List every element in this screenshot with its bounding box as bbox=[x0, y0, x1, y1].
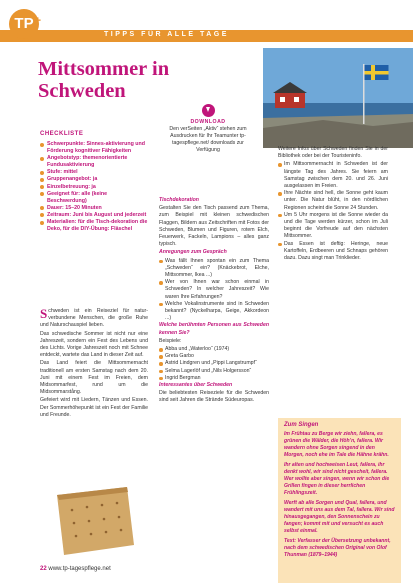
column-2 bbox=[159, 197, 269, 406]
question-list bbox=[159, 258, 269, 323]
body-paragraph: Die beliebtesten Reiseziele für die Schweden sind seit Jahren die Strände Südeuropas. bbox=[159, 390, 269, 404]
download-text: Den verSeiten „Aktiv“ stehen zum Ausdrucken für Ihr Teamunter tp-tagespflege.net/ downloads zur Verfügung bbox=[169, 126, 247, 153]
body-paragraph: Gestalten Sie den Tisch passend zum Thema, zum Beispiel mit kleinen schwedischen Flaggen, Bildern aus Zeitschriften mit Fotos der Schweden, Blumen und Figuren, rotem Elch, Feuerwerk, Fackeln, Lampions – alles ganz typisch. bbox=[159, 205, 269, 248]
checklist-item: Dauer: 15–20 Minuten bbox=[40, 205, 148, 212]
checklist-item: Stufe: mittel bbox=[40, 169, 148, 176]
list-item: Abba und „Waterloo“ (1974) bbox=[159, 346, 269, 353]
logo-text: TP bbox=[14, 15, 34, 32]
intro-text: chweden ist ein Reiseziel für natur-verbundene Menschen, die große Ruhe und Naturschauspiel lieben. bbox=[40, 308, 148, 329]
body-paragraph: Das schwedische Sommer ist nicht nur eine Jahreszeit, sondern ein Fest des Lebens und des Lichts. Vorige Jahreszeit noch mit Schnee entdeckt, wartete das Land in dieser Zeit auf. bbox=[40, 330, 148, 359]
body-paragraph: Gefeiert wird mit Liedern, Tänzen und Essen. Der Sommerhöhepunkt ist ein Fest der Familie und Freunde. bbox=[40, 397, 148, 418]
song-verse: Ihr alten und hochweisen Leut, fallera, ihr denkt wohl, wir sind nicht gescheit, fallera. Wer wollte aber singen, wenn wir schon die Grillen fingen in dieser herrlichen Frühlingszeit. bbox=[284, 462, 390, 496]
song-verse: Im Frühtau zu Berge wir ziehn, fallera, es grünen die Wälder, die Höh’n, fallera. Wir wandern ohne Sorgen singend in den Morgen, noch ehe im Tale die Hähne krähn. bbox=[284, 431, 389, 458]
page-number: 22 bbox=[40, 566, 47, 572]
song-title: Zum Singen bbox=[284, 422, 319, 428]
checklist-item: Geeignet für: alle (keine Beschwerdung) bbox=[40, 191, 148, 205]
subheading: Anregungen zum Gespräch bbox=[159, 249, 227, 256]
song-credit: Text: Verfasser der Übersetzung unbekannt, nach dem schwedischen Original von Olof Thunman (1879–1944) bbox=[284, 538, 391, 558]
body-paragraph: Weitere Infos über Schweden finden Sie in der Bibliothek oder bei der Touristeninfo. bbox=[278, 146, 388, 160]
knaeckebrot-photo bbox=[42, 465, 142, 565]
list-item: Welche Vokalinstrumente sind in Schweden bekannt? (Nyckelharpa, Geige, Akkordeon ...) bbox=[159, 301, 269, 323]
list-item: Ihre Nächte sind hell, die Sonne geht kaum unter. Die Natur blüht, in den nördlichen Regionen scheint die Sonne 24 Stunden. bbox=[278, 190, 388, 212]
footer-brand: www.tp-tagespflege.net bbox=[48, 566, 111, 572]
header-title: TIPPS FÜR ALLE TAGE bbox=[104, 31, 229, 38]
list-item: Um 5 Uhr morgens ist die Sonne wieder da und die Tage werden kürzer, schon im Juli beginnt die Vorfreude auf den nächsten Mittsommer. bbox=[278, 212, 388, 241]
checklist-heading: CHECKLISTE bbox=[40, 131, 84, 137]
checklist-item: Zeitraum: Juni bis August und jederzeit bbox=[40, 212, 148, 219]
body-paragraph: Das Land feiert die Mittsommernacht traditionell am ersten Samstag nach dem 20. Juni mit einem Fest im Freien, dem Midsommarfest, rund um die Midsommarstång. bbox=[40, 360, 148, 396]
column-1 bbox=[40, 308, 148, 420]
checklist-item: Angebotstyp: themenorientierte Fundusaktivierung bbox=[40, 155, 148, 169]
song-verse: Werft ab alle Sorgen und Qual, fallera, und wandert mit uns aus dem Tal, fallera. Wir sind hinausgegangen, den Sonnenschein zu fangen; kommt mit und versucht es auch selbst einmal. bbox=[284, 500, 395, 534]
swedish-house-photo bbox=[263, 48, 413, 148]
page-title bbox=[38, 58, 169, 102]
logo-plus: + bbox=[34, 15, 41, 27]
facts-list bbox=[278, 161, 388, 262]
list-item: Was fällt Ihnen spontan ein zum Thema „Schweden“ ein? (Knäckebrot, Elche, Mittsommer, Ikea ...) bbox=[159, 258, 269, 280]
subheading: Welche berühmten Personen aus Schweden kennen Sie? bbox=[159, 322, 269, 336]
checklist-item: Schwerpunkte: Sinnes-aktivierung und Förderung kognitiver Fähigkeiten bbox=[40, 141, 148, 155]
list-item: Wer von Ihnen war schon einmal in Schweden? In welcher Jahreszeit? Wie waren Ihre Erfahrungen? bbox=[159, 279, 269, 301]
title-line-1: Mittsommer in bbox=[38, 58, 170, 80]
checklist-item: Einzelbetreuung: ja bbox=[40, 184, 148, 191]
title-line-2: Schweden bbox=[38, 80, 126, 102]
subheading: Interessantes über Schweden bbox=[159, 382, 233, 389]
list-item: Astrid Lindgren und „Pippi Langstrumpf“ bbox=[159, 360, 269, 367]
list-item: Das Essen ist deftig: Heringe, neue Kartoffeln, Erdbeeren und Schnaps gehören dazu. Dazu singt man Trinklieder. bbox=[278, 241, 388, 263]
list-item: Ingrid Bergman bbox=[159, 375, 269, 382]
drop-cap: S bbox=[40, 306, 48, 321]
download-heading: DOWNLOAD bbox=[190, 119, 226, 125]
checklist bbox=[40, 141, 148, 233]
page-footer bbox=[40, 566, 111, 572]
checklist-item: Materialien: für die Tisch-dekoration die Deko, für die DIY-Übung: Fläschel bbox=[40, 219, 148, 233]
download-box bbox=[160, 104, 256, 154]
column-3 bbox=[278, 146, 388, 262]
magazine-logo bbox=[9, 9, 39, 39]
body-paragraph: Beispiele: bbox=[159, 337, 182, 344]
intro-paragraph bbox=[40, 308, 148, 330]
list-item: Greta Garbo bbox=[159, 353, 269, 360]
download-icon[interactable] bbox=[202, 104, 215, 117]
persons-list bbox=[159, 346, 269, 382]
list-item: Selma Lagerlöf und „Nils Holgersson“ bbox=[159, 368, 269, 375]
subheading: Tischdekoration bbox=[159, 197, 199, 203]
checklist-item: Gruppenangebot: ja bbox=[40, 176, 148, 183]
list-item: Im Mittsommernacht in Schweden ist der längste Tag des Jahres. Sie feiern am Samstag zwischen dem 20. und 26. Juni ausgelassen im Freien. bbox=[278, 161, 388, 190]
song-box bbox=[278, 418, 401, 583]
